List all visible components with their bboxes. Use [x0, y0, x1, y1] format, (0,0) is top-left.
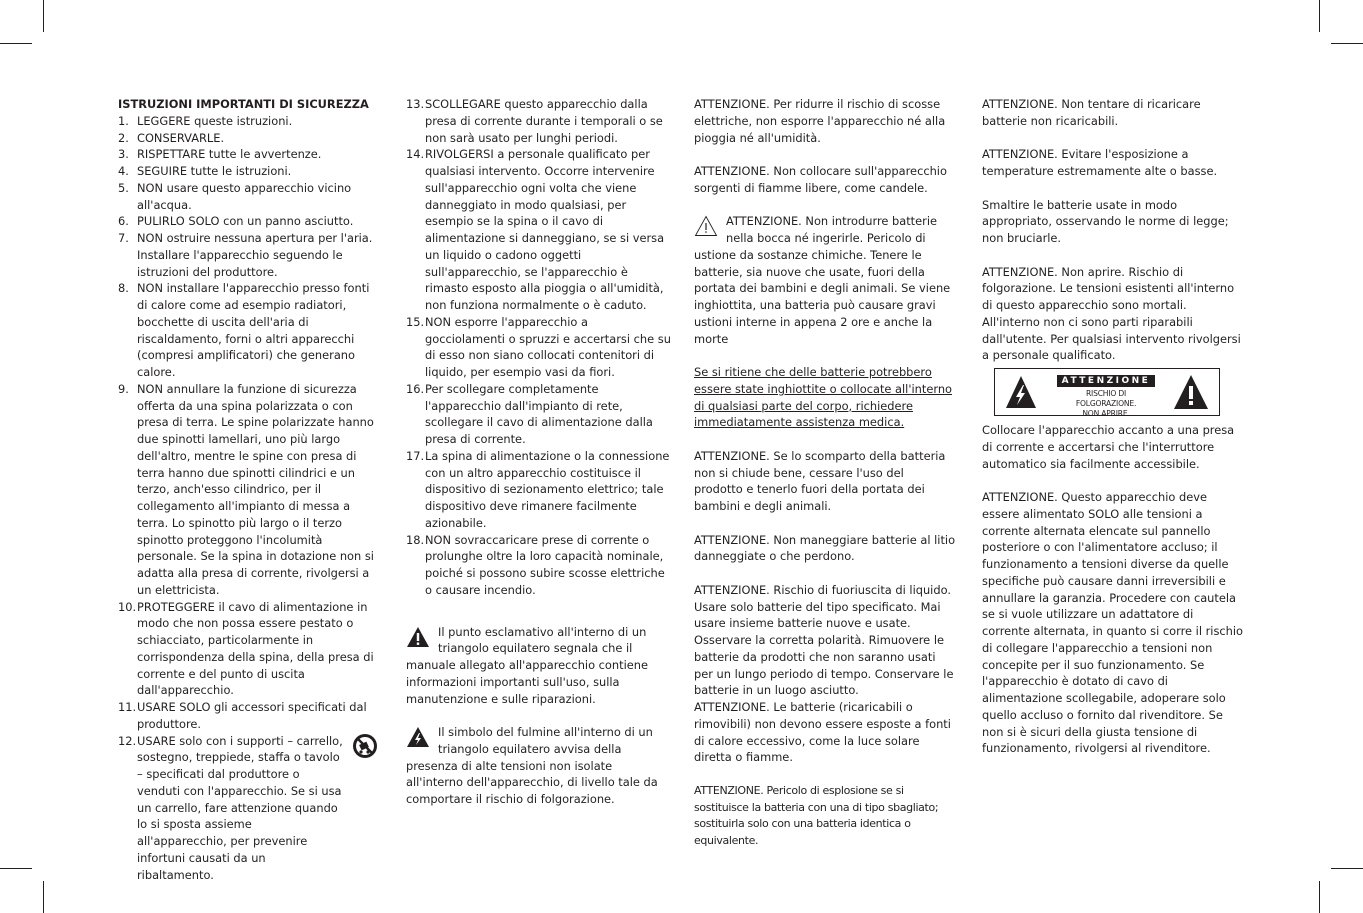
- column-2: [406, 96, 671, 825]
- shock-warning-label: [994, 368, 1220, 416]
- warning-triangle-outline-icon: [694, 215, 718, 237]
- item-number: 13.: [406, 97, 425, 111]
- item-text: USARE solo con i supporti – carrello, sostegno, treppiede, staffa o tavolo – specificati dal produttore o venduti con l'apparecchio. Se si usa un carrello, fare attenzione quando lo si sposta assieme all'apparecchio, per prevenire infortuni causati da un ribaltamento.: [137, 733, 343, 882]
- item-text: Per scollegare completamente l'apparecchio dall'impianto di rete, scollegare il cavo di alimentazione dalla presa di corrente.: [425, 381, 653, 446]
- item-number: 2.: [118, 130, 129, 145]
- list-item: [118, 113, 380, 130]
- lightning-triangle-icon: [1005, 375, 1037, 409]
- safety-list: [118, 113, 380, 884]
- paragraph: ATTENZIONE. Non aprire. Rischio di folgorazione. Le tensioni esistenti all'interno di questo apparecchio sono mortali. All'interno non ci sono parti riparabili dall'utente. Per qualsiasi intervento rivolgersi a personale qualificato.: [982, 264, 1241, 363]
- paragraph: Smaltire le batterie usate in modo appropriato, osservando le norme di legge; non bruciarle.: [982, 197, 1229, 245]
- item-text: NON annullare la funzione di sicurezza offerta da una spina polarizzata o con presa di terra. Le spine polarizzate hanno due spinotti lamellari, uno più largo dell'altro, mentre le spine con presa di terra hanno due spinotti cilindrici e un terzo, anch'esso cilindrico, per il collegamento all'impianto di messa a terra. Lo spinotto più largo o il terzo spinotto proteggono l'incolumità personale. Se la spina in dotazione non si adatta alla presa di corrente, rivolgersi a un elettricista.: [137, 381, 374, 597]
- crop-mark: [1331, 43, 1363, 44]
- section-heading: ISTRUZIONI IMPORTANTI DI SICUREZZA: [118, 97, 369, 111]
- paragraph: ATTENZIONE. Evitare l'esposizione a temperature estremamente alte o basse.: [982, 147, 1218, 178]
- item-number: 8.: [118, 281, 129, 296]
- item-text: RISPETTARE tutte le avvertenze.: [137, 147, 322, 162]
- item-number: 4.: [118, 164, 129, 178]
- no-cart-tipover-icon: [352, 733, 378, 759]
- paragraph: ATTENZIONE. Pericolo di esplosione se si sostituisce la batteria con una di tipo sbagliato; sostituirla solo con una batteria identica o equivalente.: [694, 783, 939, 847]
- label-text: [1057, 375, 1155, 419]
- lightning-note-text: Il simbolo del fulmine all'interno di un triangolo equilatero avvisa della presenza di alte tensioni non isolate all'interno dell'apparecchio, di livello tale da comportare il rischio di folgorazione.: [406, 725, 658, 806]
- paragraph: ATTENZIONE. Per ridurre il rischio di scosse elettriche, non esporre l'apparecchio né alla pioggia né all'umidità.: [694, 97, 946, 145]
- item-text: SEGUIRE tutte le istruzioni.: [137, 164, 292, 178]
- item-number: 11.: [118, 700, 137, 714]
- item-text: RIVOLGERSI a personale qualificato per qualsiasi intervento. Occorre intervenire sull'apparecchio ogni volta che viene danneggiato in modo qualsiasi, per esempio se la spina o il cavo di alimentazione si danneggiano, se si versa un liquido o cadono oggetti sull'apparecchio, se l'apparecchio è rimasto esposto alla pioggia o all'umidità, non funziona normalmente o è caduto.: [425, 147, 665, 312]
- item-text: La spina di alimentazione o la connessione con un altro apparecchio costituisce il dispositivo di sezionamento elettrico; tale dispositivo deve rimanere facilmente azionabile.: [425, 448, 670, 530]
- paragraph: ATTENZIONE. Non introdurre batterie nella bocca né ingerirle. Pericolo di ustione da sostanze chimiche. Tenere le batterie, sia nuove che usate, fuori della portata dei bambini e degli animali. Se viene inghiottita, una batteria può causare gravi ustioni interne in appena 2 ore e anche la morte: [694, 214, 951, 346]
- paragraph: ATTENZIONE. Non collocare sull'apparecchio sorgenti di fiamme libere, come candele.: [694, 164, 947, 195]
- list-item: [118, 699, 380, 733]
- exclamation-triangle-icon: [406, 626, 430, 648]
- list-item: [118, 180, 380, 214]
- crop-mark: [1319, 0, 1320, 32]
- item-number: 3.: [118, 147, 129, 162]
- crop-mark: [1331, 868, 1363, 869]
- item-text: CONSERVARLE.: [137, 130, 225, 145]
- list-item: [118, 733, 380, 884]
- list-item: [118, 230, 380, 280]
- item-number: 15.: [406, 314, 425, 329]
- item-text: NON usare questo apparecchio vicino all'acqua.: [137, 180, 352, 212]
- label-line: NON APRIRE.: [1082, 409, 1130, 418]
- item-number: 6.: [118, 214, 129, 229]
- crop-mark: [0, 868, 32, 869]
- item-text: USARE SOLO gli accessori specificati dal produttore.: [137, 700, 367, 731]
- paragraph: ATTENZIONE. Questo apparecchio deve essere alimentato SOLO alle tensioni a corrente alternata elencate sul pannello posteriore o con l'alimentatore accluso; il funzionamento a tensioni diverse da quelle specifiche può causare danni irreversibili e annullare la garanzia. Procedere con cautela se si vuole utilizzare un adattatore di corrente alternata, in quanto si corre il rischio di collegare l'apparecchio a tensioni non concepite per il suo funzionamento. Se l'apparecchio è dotato di cavo di alimentazione scollegabile, adoperare solo quello accluso o fornito dal rivenditore. Se non si è sicuri della giusta tensione di funzionamento, rivolgersi al rivenditore.: [982, 490, 1244, 756]
- list-item: [118, 163, 380, 180]
- item-text: NON sovraccaricare prese di corrente o prolunghe oltre la loro capacità nominale, poiché si possono subire scosse elettriche o causare incendio.: [425, 532, 665, 597]
- list-item: [406, 146, 671, 314]
- paragraph: ATTENZIONE. Non maneggiare batterie al litio danneggiate o che perdono.: [694, 532, 956, 564]
- safety-list-continued: [406, 96, 671, 599]
- item-number: 16.: [406, 381, 425, 396]
- item-text: SCOLLEGARE questo apparecchio dalla presa di corrente durante i temporali o se non sarà usato per lunghi periodi.: [425, 97, 663, 145]
- item-text: NON ostruire nessuna apertura per l'aria. Installare l'apparecchio seguendo le istruzioni del produttore.: [137, 231, 373, 279]
- crop-mark: [0, 43, 32, 44]
- paragraph: ATTENZIONE. Rischio di fuoriuscita di liquido. Usare solo batterie del tipo specificato. Mai usare insieme batterie nuove e usate. Osservare la corretta polarità. Rimuovere le batterie da prodotti che non saranno usati per un lungo periodo di tempo. Conservare le batterie in un luogo asciutto.: [694, 582, 954, 698]
- column-3: [694, 96, 956, 867]
- item-number: 17.: [406, 448, 425, 463]
- paragraph: ATTENZIONE. Se lo scomparto della batteria non si chiude bene, cessare l'uso del prodotto e tenerlo fuori della portata dei bambini e degli animali.: [694, 448, 946, 513]
- item-number: 9.: [118, 381, 129, 396]
- item-text: NON esporre l'apparecchio a gocciolamenti o spruzzi e accertarsi che su di esso non siano collocati contenitori di liquido, per esempio vasi da fiori.: [425, 314, 671, 379]
- exclamation-note: [406, 624, 671, 708]
- paragraph: Collocare l'apparecchio accanto a una presa di corrente e accertarsi che l'interruttore automatico sia facilmente accessibile.: [982, 423, 1235, 471]
- list-item: [118, 213, 380, 230]
- list-item: [406, 381, 671, 448]
- paragraph-underlined: Se si ritiene che delle batterie potrebbero essere state inghiottite o collocate all'interno di qualsiasi parte del corpo, richiedere immediatamente assistenza medica.: [694, 365, 953, 430]
- list-item: [118, 146, 380, 163]
- crop-mark: [43, 0, 44, 32]
- item-number: 10.: [118, 599, 137, 614]
- lightning-note: [406, 724, 671, 808]
- lightning-triangle-icon: [406, 726, 430, 748]
- label-title: ATTENZIONE: [1057, 375, 1155, 387]
- crop-mark: [43, 881, 44, 913]
- list-item: [118, 599, 380, 700]
- list-item: [406, 448, 671, 532]
- list-item: [118, 130, 380, 147]
- list-item: [118, 280, 380, 381]
- list-item: [406, 532, 671, 599]
- list-item: [406, 96, 671, 146]
- crop-mark: [1319, 881, 1320, 913]
- column-4: [982, 96, 1244, 774]
- item-number: 5.: [118, 180, 129, 195]
- item-text: PROTEGGERE il cavo di alimentazione in modo che non possa essere pestato o schiacciato, particolarmente in corrispondenza della spina, della presa di corrente e del punto di uscita dall'apparecchio.: [137, 599, 374, 698]
- item-number: 1.: [118, 113, 129, 128]
- item-number: 7.: [118, 231, 129, 245]
- label-line: RISCHIO DI FOLGORAZIONE.: [1075, 389, 1137, 408]
- item-number: 12.: [118, 733, 137, 748]
- column-1: [118, 96, 380, 883]
- item-number: 14.: [406, 147, 425, 162]
- battery-warning-note: [694, 213, 956, 347]
- list-item: [118, 381, 380, 599]
- exclamation-triangle-icon: [1173, 374, 1209, 410]
- exclamation-note-text: Il punto esclamativo all'interno di un triangolo equilatero segnala che il manuale allegato all'apparecchio contiene informazioni importanti sull'uso, sulla manutenzione e sulle riparazioni.: [406, 624, 648, 706]
- paragraph: ATTENZIONE. Le batterie (ricaricabili o rimovibili) non devono essere esposte a fonti di calore eccessivo, come la luce solare diretta o fiamme.: [694, 700, 951, 765]
- item-text: NON installare l'apparecchio presso fonti di calore come ad esempio radiatori, bocchette di uscita dell'aria di riscaldamento, forni o altri apparecchi (compresi amplificatori) che generano calore.: [137, 281, 370, 379]
- item-text: PULIRLO SOLO con un panno asciutto.: [137, 214, 354, 229]
- list-item: [406, 314, 671, 381]
- paragraph: ATTENZIONE. Non tentare di ricaricare batterie non ricaricabili.: [982, 97, 1201, 128]
- item-text: LEGGERE queste istruzioni.: [137, 113, 293, 128]
- item-number: 18.: [406, 532, 425, 547]
